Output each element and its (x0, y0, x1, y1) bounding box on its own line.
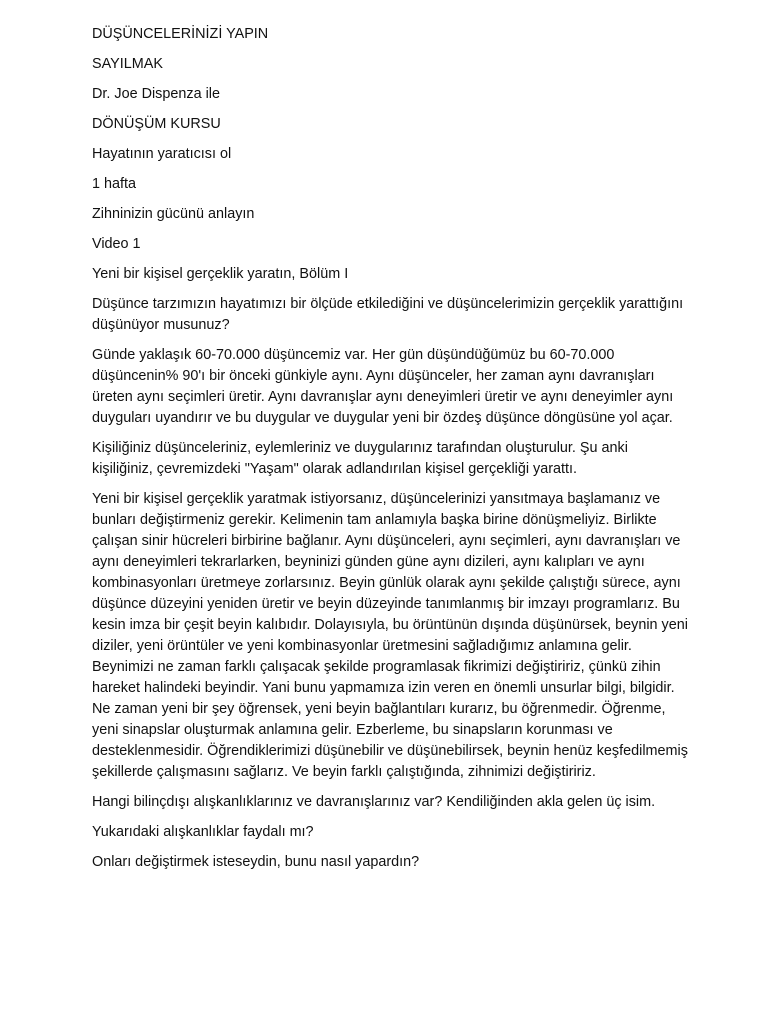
course-subtitle: Hayatının yaratıcısı ol (92, 146, 232, 162)
question-2: Yukarıdaki alışkanlıklar faydalı mı? (92, 824, 314, 840)
section-title: Zihninizin gücünü anlayın (92, 206, 255, 222)
document-title-line-2: SAYILMAK (92, 56, 163, 72)
course-title: DÖNÜŞÜM KURSU (92, 116, 221, 132)
question-3: Onları değiştirmek isteseydin, bunu nasıl yapardın? (92, 854, 420, 870)
paragraph-3: Kişiliğiniz düşünceleriniz, eylemleriniz ve duygularınız tarafından oluşturulur. Şu anki kişiliğiniz, çevremizdeki "Yaşam" olarak adlandırılan kişisel gerçekliği yarattı. (92, 440, 628, 477)
paragraph-2: Günde yaklaşık 60-70.000 düşüncemiz var. Her gün düşündüğümüz bu 60-70.000 düşüncenin% 90'ı bir önceki günkiyle aynı. Aynı düşünceler, her zaman aynı davranışları üreten aynı seçimleri üretir. Aynı davranışlar aynı deneyimleri üretir ve aynı deneyimler aynı duyguları uyandırır ve bu duygular ve duygular yeni bir özdeş düşünce döngüsüne yol açar. (92, 347, 674, 426)
question-1: Hangi bilinçdışı alışkanlıklarınız ve davranışlarınız var? Kendiliğinden akla gelen üç isim. (92, 794, 656, 810)
video-label: Video 1 (92, 236, 141, 252)
author-line: Dr. Joe Dispenza ile (92, 86, 220, 102)
document-page (92, 24, 692, 882)
paragraph-4: Yeni bir kişisel gerçeklik yaratmak istiyorsanız, düşüncelerinizi yansıtmaya başlamanız ve bunları değiştirmeniz gerekir. Kelimenin tam anlamıyla başka birine dönüşmeliyiz. Birlikte çalışan sinir hücreleri birbirine bağlanır. Aynı düşünceleri, aynı seçimleri, aynı davranışları ve aynı deneyimleri tekrarlarken, beyninizi günden güne aynı dizileri, aynı kalıpları ve aynı kombinasyonları üretmeye zorlarsınız. Beyin günlük olarak aynı şekilde çalıştığı sürece, aynı düşünce düzeyini yeniden üretir ve beyin düzeyinde tanımlanmış bir imzayı programlarız. Bu kesin imza bir çeşit beyin kalıbıdır. Dolayısıyla, bu örüntünün dışında düşünürsek, beynin yeni diziler, yeni örüntüler ve yeni kombinasyonlar üretmesini sağladığımız anlamına gelir. Beynimizi ne zaman farklı çalışacak şekilde programlasak fikrimizi değiştiririz, çünkü zihin hareket halindeki beyindir. Yani bunu yapmamıza izin veren en önemli unsurlar bilgi, bilgidir. Ne zaman yeni bir şey öğrensek, yeni beyin bağlantıları kurarız, bu öğrenmedir. Öğrenme, yeni sinapslar oluşturmak anlamına gelir. Ezberleme, bu sinapsların korunması ve desteklenmesidir. Öğrendiklerimizi düşünebilir ve düşünebilirsek, beynin henüz keşfedilmemiş şekillerde çalışmasını sağlarız. Ve beyin farklı çalıştığında, zihnimizi değiştiririz. (92, 491, 688, 780)
week-label: 1 hafta (92, 176, 137, 192)
part-title: Yeni bir kişisel gerçeklik yaratın, Bölüm I (92, 266, 349, 282)
paragraph-1: Düşünce tarzımızın hayatımızı bir ölçüde etkilediğini ve düşüncelerimizin gerçeklik yarattığını düşünüyor musunuz? (92, 296, 684, 333)
document-title-line-1: DÜŞÜNCELERİNİZİ YAPIN (92, 26, 269, 42)
